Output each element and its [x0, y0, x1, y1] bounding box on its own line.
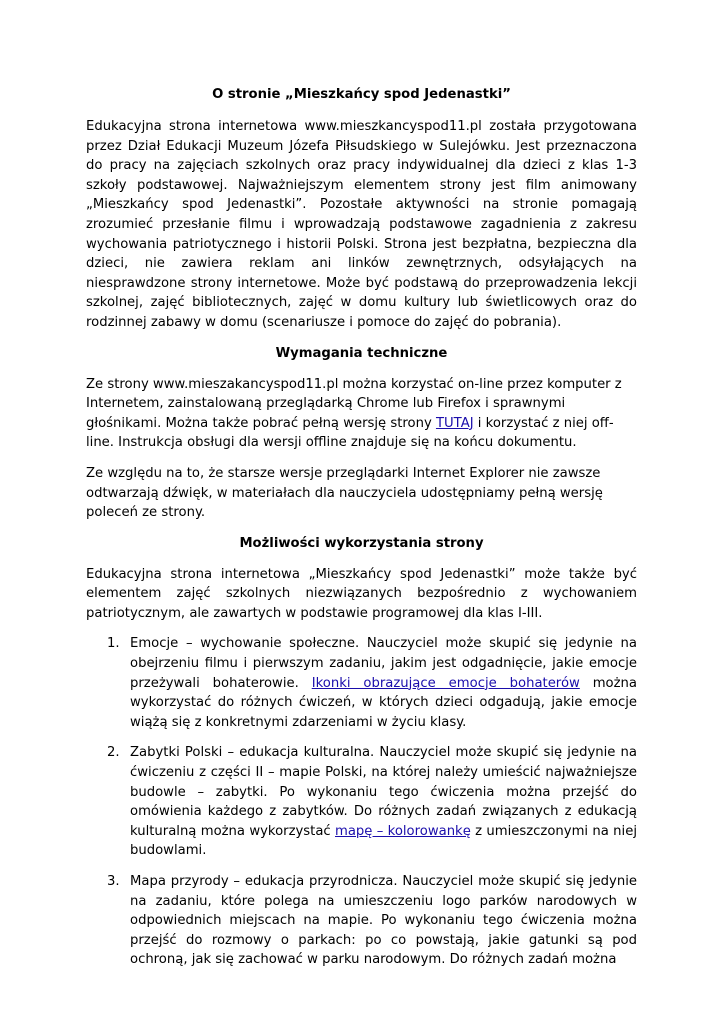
tech-heading: Wymagania techniczne [275, 345, 448, 361]
tech-p1-text-b: i korzystać z niej off-line. Instrukcja obsługi dla wersji offline znajduje się na końcu dokumentu. [86, 415, 614, 451]
item-text: Mapa przyrody – edukacja przyrodnicza. Nauczyciel może skupić się jedynie na zadaniu, które polega na umieszczeniu logo parków narodowych w odpowiednich miejscach na mapie. Po wykonaniu tego ćwiczenia można przejść do rozmowy o parkach: po co powstają, jakie gatunki są pod ochroną, jak się zachować w parku narodowym. Do różnych zadań można [130, 874, 637, 968]
list-number: 1. [107, 636, 120, 652]
item-text-after: można wykorzystać do różnych ćwiczeń, w których dzieci odgadują, jakie emocje wiążą się z konkretnymi zdarzeniami w życiu klasy. [130, 675, 637, 730]
document-page [86, 0, 637, 970]
coloring-map-link[interactable]: mapę – kolorowankę [335, 823, 471, 839]
tech-paragraph-1 [86, 375, 637, 453]
tech-p1-text-a: Ze strony www.mieszakancyspod11.pl można korzystać on-line przez komputer z Internetem, zainstalowaną przeglądarką Chrome lub Firefox i sprawnymi głośnikami. Można także pobrać pełną wersję strony [86, 376, 622, 431]
list-item [86, 872, 637, 970]
item-text: Zabytki Polski – edukacja kulturalna. Nauczyciel może skupić się jedynie na ćwiczeniu z części II – mapie Polski, na której należy umieścić najważniejsze budowle – zabytki. Po wykonaniu tego ćwiczenia można przejść do omówienia każdego z zabytków. Do różnych zadań związanych z edukacją kulturalną można wykorzystać [130, 745, 637, 839]
item-text-after: z umieszczonymi na niej budowlami. [130, 823, 637, 859]
tech-paragraph-2: Ze względu na to, że starsze wersje przeglądarki Internet Explorer nie zawsze odtwarzają dźwięk, w materiałach dla nauczyciela udostępniamy pełną wersję poleceń ze strony. [86, 465, 603, 521]
usage-intro: Edukacyjna strona internetowa „Mieszkańcy spod Jedenastki” może także być elementem zajęć szkolnych niezwiązanych bezpośrednio z wychowaniem patriotycznym, ale zawartych w podstawie programowej dla klas I-III. [86, 566, 637, 621]
list-number: 2. [107, 745, 120, 761]
download-link[interactable]: TUTAJ [435, 415, 474, 431]
list-item [86, 743, 637, 861]
list-number: 3. [107, 874, 120, 889]
usage-list [86, 634, 637, 970]
list-item [86, 634, 637, 732]
usage-heading: Możliwości wykorzystania strony [239, 535, 484, 551]
item-text: Emocje – wychowanie społeczne. Nauczyciel może skupić się jedynie na obejrzeniu filmu i pierwszym zadaniu, jakim jest odgadnięcie, jakie emocje przeżywali bohaterowie. [130, 636, 637, 691]
intro-paragraph: Edukacyjna strona internetowa www.mieszkancyspod11.pl została przygotowana przez Dział Edukacji Muzeum Józefa Piłsudskiego w Sulejówku. Jest przeznaczona do pracy na zajęciach szkolnych oraz pracy indywidualnej dla dzieci z klas 1-3 szkoły podstawowej. Najważniejszym elementem strony jest film animowany „Mieszkańcy spod Jedenastki”. Pozostałe aktywności na stronie pomagają zrozumieć przesłanie filmu i wprowadzają podstawowe zagadnienia z zakresu wychowania patriotycznego i historii Polski. Strona jest bezpłatna, bezpieczna dla dzieci, nie zawiera reklam ani linków zewnętrznych, odsyłających na niesprawdzone strony internetowe. Może być podstawą do przeprowadzenia lekcji szkolnej, zajęć bibliotecznych, zajęć w domu kultury lub świetlicowych oraz do rodzinnej zabawy w domu (scenariusze i pomoce do zajęć do pobrania). [86, 119, 637, 330]
page-title: O stronie „Mieszkańcy spod Jedenastki” [212, 87, 511, 102]
emotion-icons-link[interactable]: Ikonki obrazujące emocje bohaterów [311, 675, 580, 691]
